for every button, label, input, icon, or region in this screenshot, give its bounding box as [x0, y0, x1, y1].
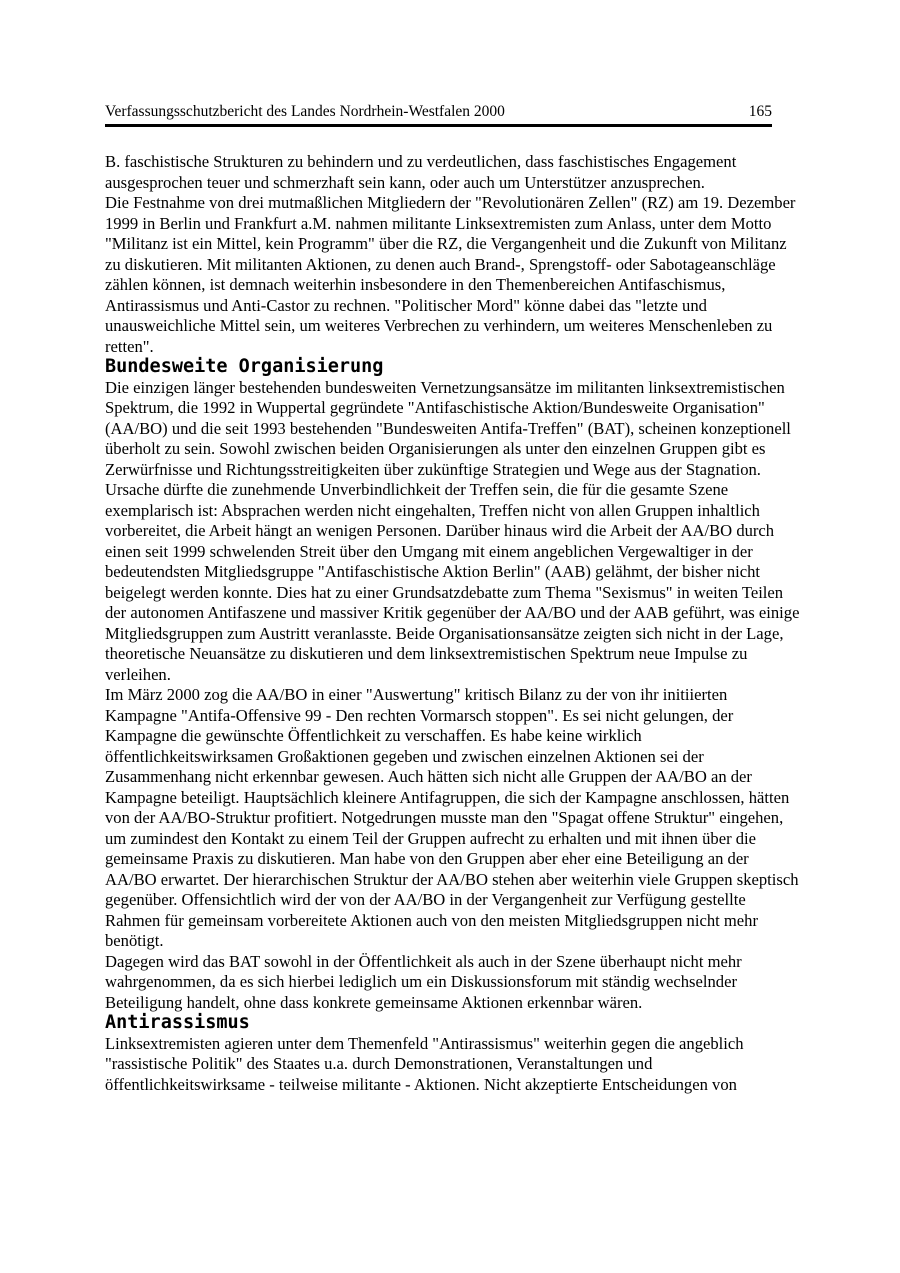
document-body	[105, 152, 802, 1095]
page-header	[105, 102, 772, 121]
paragraph-antirassismus: Linksextremisten agieren unter dem Themenfeld "Antirassismus" weiterhin gegen die angeblich "rassistische Politik" des Staates u.a. durch Demonstrationen, Veranstaltungen und öffentlichkeitswirksame - teilweise militante - Aktionen. Nicht akzeptierte Entscheidungen von	[105, 1033, 744, 1094]
page-number: 165	[748, 103, 772, 120]
paragraph-vernetzungsansaetze: Die einzigen länger bestehenden bundesweiten Vernetzungsansätze im militanten linksextremistischen Spektrum, die 1992 in Wuppertal gegründete "Antifaschistische Aktion/Bundesweite Organisation" (AA/BO) und die seit 1993 bestehenden "Bundesweiten Antifa-Treffen" (BAT), scheinen konzeptionell überholt zu sein. Sowohl zwischen beiden Organisierungen als unter den einzelnen Gruppen gibt es Zerwürfnisse und Richtungsstreitigkeiten über zukünftige Strategien und Wege aus der Stagnation. Ursache dürfte die zunehmende Unverbindlichkeit der Treffen sein, die für die gesamte Szene exemplarisch ist: Absprachen werden nicht eingehalten, Treffen nicht von allen Gruppen inhaltlich vorbereitet, die Arbeit hängt an wenigen Personen. Darüber hinaus wird die Arbeit der AA/BO durch einen seit 1999 schwelenden Streit über den Umgang mit einem angeblichen Vergewaltiger in der bedeutendsten Mitgliedsgruppe "Antifaschistische Aktion Berlin" (AAB) gelähmt, der bisher nicht beigelegt werden konnte. Dies hat zu einer Grundsatzdebatte zum Thema "Sexismus" in weiten Teilen der autonomen Antifaszene und massiver Kritik gegenüber der AA/BO und der AAB geführt, was einige Mitgliedsgruppen zum Austritt veranlasste. Beide Organisationsansätze zeigten sich nicht in der Lage, theoretische Neuansätze zu diskutieren und dem linksextremistischen Spektrum neue Impulse zu verleihen.	[105, 377, 800, 684]
paragraph-continuation: B. faschistische Strukturen zu behindern und zu verdeutlichen, dass faschistisches Engagement ausgesprochen teuer und schmerzhaft sein kann, oder auch um Unterstützer anzusprechen.	[105, 152, 737, 192]
section-heading-bundesweite-organisierung: Bundesweite Organisierung	[105, 356, 384, 377]
paragraph-auswertung-kampagne: Im März 2000 zog die AA/BO in einer "Auswertung" kritisch Bilanz zu der von ihr initiierten Kampagne "Antifa-Offensive 99 - Den rechten Vormarsch stoppen". Es sei nicht gelungen, der Kampagne die gewünschte Öffentlichkeit zu verschaffen. Es habe keine wirklich öffentlichkeitswirksamen Großaktionen gegeben und zwischen einzelnen Aktionen sei der Zusammenhang nicht erkennbar gewesen. Auch hätten sich nicht alle Gruppen der AA/BO an der Kampagne beteiligt. Hauptsächlich kleinere Antifagruppen, die sich der Kampagne anschlossen, hätten von der AA/BO-Struktur profitiert. Notgedrungen musste man den "Spagat offene Struktur" eingehen, um zumindest den Kontakt zu einem Teil der Gruppen aufrecht zu erhalten und mit ihnen über die gemeinsame Praxis zu diskutieren. Man habe von den Gruppen aber eher eine Beteiligung an der AA/BO erwartet. Der hierarchischen Struktur der AA/BO stehen aber weiterhin viele Gruppen skeptisch gegenüber. Offensichtlich wird der von der AA/BO in der Vergangenheit zur Verfügung gestellte Rahmen für gemeinsam vorbereitete Aktionen auch von den meisten Mitgliedsgruppen nicht mehr benötigt.	[105, 685, 799, 950]
header-rule	[105, 124, 772, 127]
running-title: Verfassungsschutzbericht des Landes Nordrhein-Westfalen 2000	[105, 103, 505, 120]
section-heading-antirassismus: Antirassismus	[105, 1012, 250, 1033]
paragraph-bat: Dagegen wird das BAT sowohl in der Öffentlichkeit als auch in der Szene überhaupt nicht mehr wahrgenommen, da es sich hierbei lediglich um ein Diskussionsforum mit ständig wechselnder Beteiligung handelt, ohne dass konkrete gemeinsame Aktionen erkennbar wären.	[105, 951, 742, 1012]
paragraph-rz-festnahme: Die Festnahme von drei mutmaßlichen Mitgliedern der "Revolutionären Zellen" (RZ) am 19. Dezember 1999 in Berlin und Frankfurt a.M. nahmen militante Linksextremisten zum Anlass, unter dem Motto "Militanz ist ein Mittel, kein Programm" über die RZ, die Vergangenheit und die Zukunft von Militanz zu diskutieren. Mit militanten Aktionen, zu denen auch Brand-, Sprengstoff- oder Sabotageanschläge zählen können, ist demnach weiterhin insbesondere in den Themenbereichen Antifaschismus, Antirassismus und Anti-Castor zu rechnen. "Politischer Mord" könne dabei das "letzte und unausweichliche Mittel sein, um weiteres Verbrechen zu verhindern, um weiteres Menschenleben zu retten".	[105, 193, 796, 356]
